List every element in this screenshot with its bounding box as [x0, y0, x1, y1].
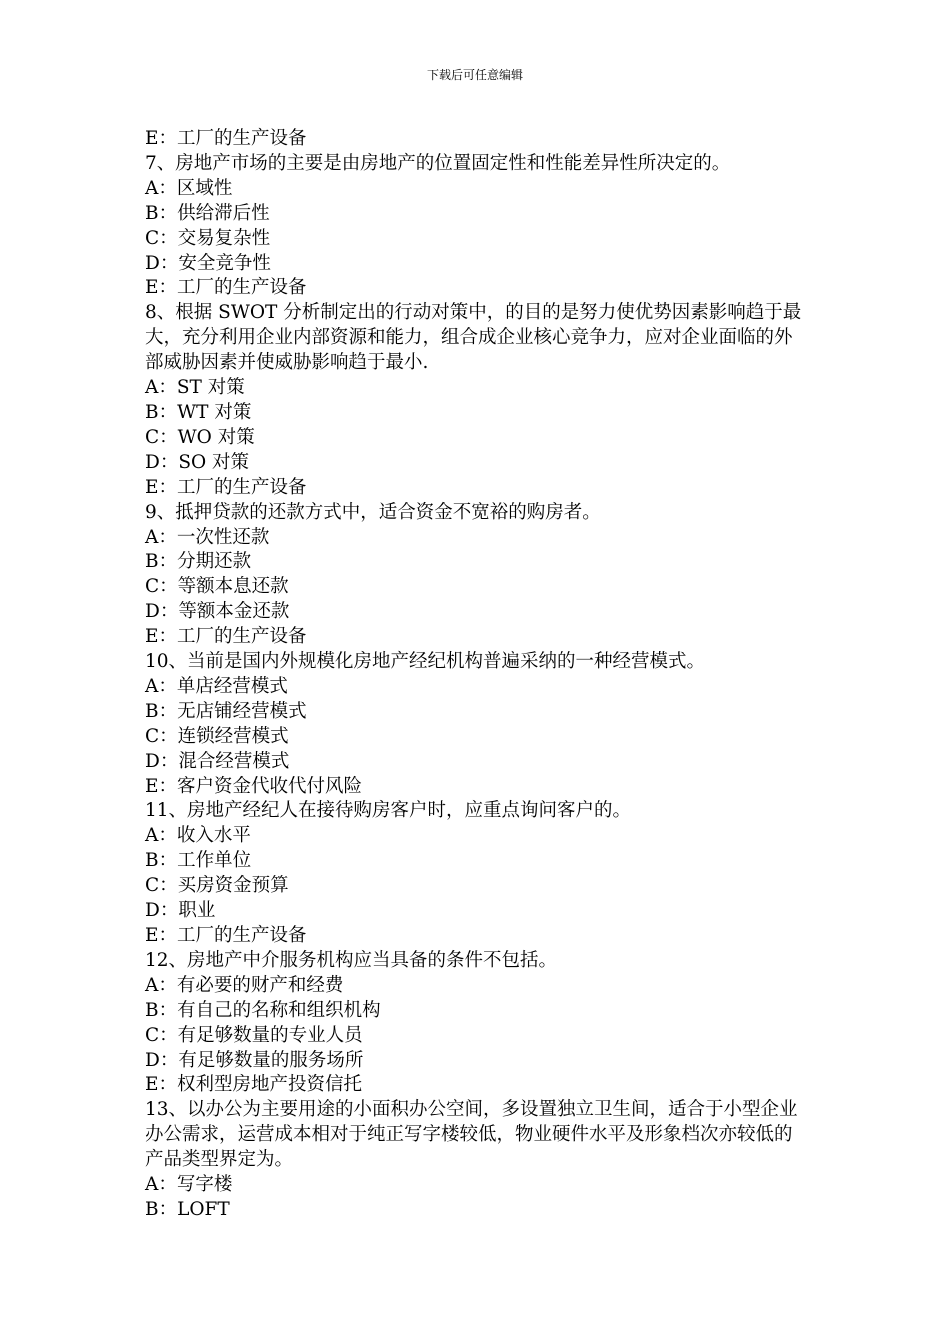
option-9e: E：工厂的生产设备	[145, 626, 307, 648]
question-8: 8、根据 SWOT 分析制定出的行动对策中，的目的是努力使优势因素影响趋于最大，充分利用企业内部资源和能力，组合成企业核心竞争力，应对企业面临的外部威胁因素并使威胁影响趋于最小.	[145, 302, 802, 374]
option-7b: B：供给滞后性	[145, 202, 270, 224]
option-9d: D：等额本金还款	[145, 601, 290, 623]
option-9c: C：等额本息还款	[145, 576, 289, 598]
option-7a: A：区域性	[145, 177, 233, 199]
option-8e: E：工厂的生产设备	[145, 476, 307, 498]
option-12c: C：有足够数量的专业人员	[145, 1024, 363, 1046]
question-13: 13、以办公为主要用途的小面积办公空间，多设置独立卫生间，适合于小型企业办公需求，运营成本相对于纯正写字楼较低，物业硬件水平及形象档次亦较低的产品类型界定为。	[145, 1099, 798, 1171]
question-10: 10、当前是国内外规模化房地产经纪机构普遍采纳的一种经营模式。	[145, 651, 706, 673]
option-10a: A：单店经营模式	[145, 675, 288, 697]
option-11e: E：工厂的生产设备	[145, 925, 307, 946]
option-8c: C：WO 对策	[145, 426, 255, 448]
option-7d: D：安全竞争性	[145, 252, 271, 274]
lead-option: E：工厂的生产设备	[145, 128, 307, 149]
option-13a: A：写字楼	[145, 1174, 233, 1196]
option-11d: D：职业	[145, 900, 216, 922]
document-body	[145, 127, 810, 1223]
option-13b: B：LOFT	[145, 1198, 230, 1220]
question-7: 7、房地产市场的主要是由房地产的位置固定性和性能差异性所决定的。	[145, 152, 731, 174]
option-8d: D：SO 对策	[145, 451, 250, 473]
page-header: 下载后可任意编辑	[426, 68, 523, 82]
option-7c: C：交易复杂性	[145, 227, 271, 249]
option-9a: A：一次性还款	[145, 526, 270, 548]
option-7e: E：工厂的生产设备	[145, 277, 307, 299]
option-10e: E：客户资金代收代付风险	[145, 775, 363, 797]
option-12a: A：有必要的财产和经费	[145, 974, 344, 996]
option-8a: A：ST 对策	[145, 377, 245, 399]
option-11b: B：工作单位	[145, 850, 252, 872]
option-12d: D：有足够数量的服务场所	[145, 1049, 364, 1071]
option-11c: C：买房资金预算	[145, 875, 289, 897]
option-9b: B：分期还款	[145, 551, 252, 573]
question-9: 9、抵押贷款的还款方式中，适合资金不宽裕的购房者。	[145, 501, 601, 523]
question-11: 11、房地产经纪人在接待购房客户时，应重点询问客户的。	[145, 800, 632, 822]
option-11a: A：收入水平	[145, 825, 251, 847]
option-12e: E：权利型房地产投资信托	[145, 1074, 363, 1096]
option-8b: B：WT 对策	[145, 401, 252, 423]
option-10b: B：无店铺经营模式	[145, 700, 307, 722]
option-10c: C：连锁经营模式	[145, 725, 289, 747]
option-12b: B：有自己的名称和组织机构	[145, 999, 381, 1021]
option-10d: D：混合经营模式	[145, 750, 290, 772]
question-12: 12、房地产中介服务机构应当具备的条件不包括。	[145, 949, 558, 971]
